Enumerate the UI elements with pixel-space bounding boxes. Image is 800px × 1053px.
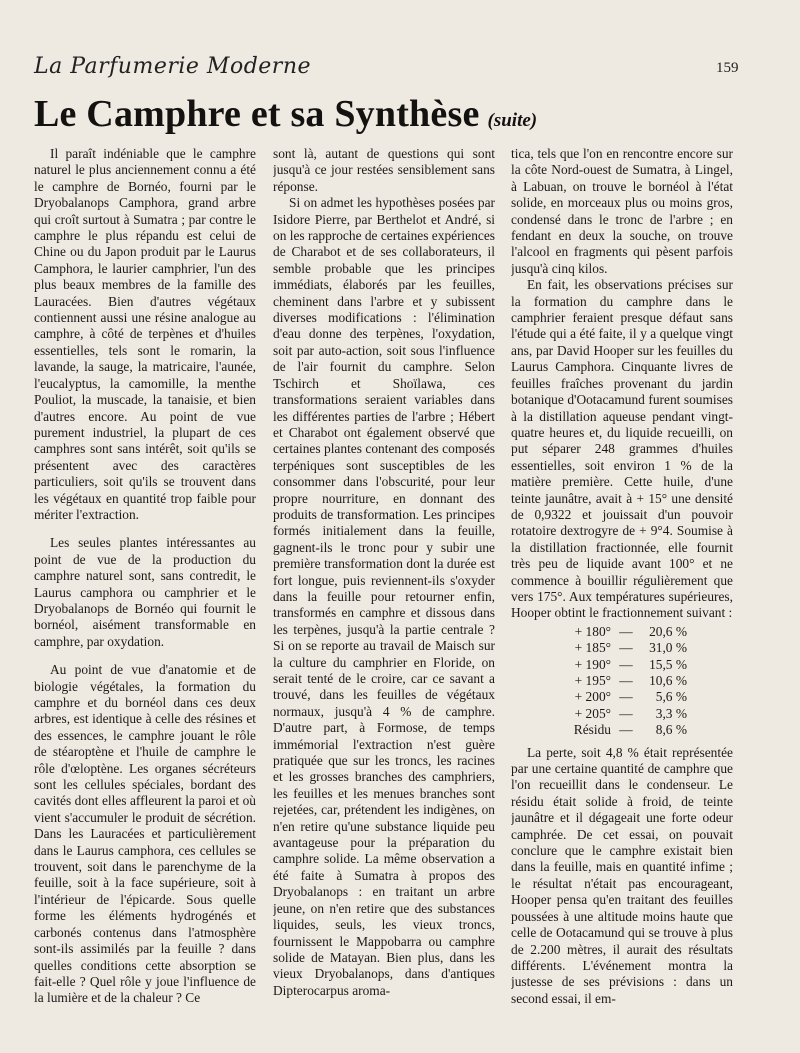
temperature-cell: + 180°: [574, 623, 611, 639]
article-title: Le Camphre et sa Synthèse: [34, 93, 480, 135]
article-title-row: [34, 92, 774, 138]
dash-cell: —: [619, 705, 633, 721]
fractionation-table: [565, 624, 687, 739]
dash-cell: —: [619, 722, 633, 738]
percent-cell: 20,6 %: [649, 623, 687, 639]
paragraph: En fait, les observations précises sur la formation du camphre dans le camphrier feraient presque défaut sans l'étude qui a été faite, il y a quelque vingt ans, par David Hooper sur les feuilles du Laurus Camphora. Cinquante livres de feuilles fraîches provenant du jardin botanique d'Ootacamund furent soumises à la distillation aqueuse pendant vingt-quatre heures et, du liquide recueilli, on put séparer 248 grammes d'huiles essentielles, soit environ 1 % de la matière première. Cette huile, d'une teinte jaunâtre, avait à + 15° une densité de 0,9322 et jouissait d'un pouvoir rotatoire dextrogyre de + 9°4. Soumise à la distillation fractionnée, elle fournit très peu de liquide avant 100° et ne commence à bouillir régulièrement que vers 175°. Aux températures supérieures, Hooper obtint le fractionnement suivant :: [511, 277, 733, 621]
percent-cell: 3,3 %: [655, 705, 687, 721]
percent-cell: 31,0 %: [649, 640, 687, 656]
dash-cell: —: [619, 673, 633, 688]
text-column-2: [273, 146, 495, 1036]
table-row: [565, 722, 687, 738]
paragraph: Il paraît indéniable que le camphre naturel le plus anciennement connu a été le camphre de Bornéo, fourni par le Dryobalanops Camphora, grand arbre qui croît surtout à Sumatra ; par contre le camphre le plus répandu est celui de Chine ou du Japon produit par le Laurus Camphora, le laurier camphrier, l'un des plus beaux membres de la famille des Lauracées. Bien d'autres végétaux contiennent aussi une résine analogue au camphre, à côté de terpènes et d'huiles essentielles, tels sont le romarin, la lavande, la sauge, la matricaire, l'aunée, l'eucalyptus, la camomille, la menthe Pouliot, la muscade, la tanaisie, et bien d'autres encore. Au point de vue purement industriel, la plupart de ces camphres sont sans intérêt, soit qu'ils se présentent avec des caractères particuliers, soit qu'ils se trouvent dans les végétaux en quantité trop faible pour mériter l'extraction.: [34, 146, 256, 522]
running-title: La Parfumerie Moderne: [34, 54, 312, 79]
temperature-cell: Résidu: [573, 722, 611, 738]
temperature-cell: + 195°: [574, 673, 611, 688]
temperature-cell: + 205°: [574, 705, 611, 721]
text-column-3: [511, 146, 733, 1036]
article-subtitle: (suite): [487, 110, 538, 131]
table-row: [565, 706, 687, 722]
paragraph: La perte, soit 4,8 % était représentée par une certaine quantité de camphre que l'on recueillit dans le condenseur. Le résidu était solide à froid, de teinte jaunâtre et il dégageait une forte odeur camphrée. De cet essai, on pouvait conclure que le camphre existait bien dans la feuille, mais en quantité infime ; le résultat n'était pas encourageant, Hooper pensa qu'en traitant des feuilles poussées à une altitude moins haute que celle de Ootacamund qui se trouve à plus de 2.200 mètres, il aurait des résultats différents. L'événement montra la justesse de ses prévisions : dans un second essai, il em-: [511, 744, 733, 1006]
table-row: [565, 624, 687, 640]
table-row: [565, 657, 687, 673]
dash-cell: —: [619, 640, 633, 656]
paragraph: Si on admet les hypothèses posées par Isidore Pierre, par Berthelot et André, si on les rapproche de certaines expériences de Charabot et de ses collaborateurs, il semble probable que les principes immédiats, élaborés par les feuilles, cheminent dans l'arbre et y subissent diverses modifications : l'élimination d'eau donne des terpènes, l'oxydation, soit par auto-action, soit sous l'influence de l'air fournit du camphre. Selon Tschirch et Shoïlawa, ces transformations seraient variables dans les différentes parties de l'arbre ; Hébert et Charabot ont également observé que certaines plantes contenant des composés terpéniques sont susceptibles de les consommer dans l'obscurité, pour leur propre nourriture, en donnant des produits de transformation. Les principes formés initialement dans la feuille, gagnent-ils le tronc pour y subir une première transformation dont la durée est fort longue, puis reviennent-ils s'oxyder dans la feuille pour retourner enfin, transformés en camphre et dissous dans les terpènes, jusqu'à la partie centrale ? Si on se reporte au travail de Maisch sur la culture du camphrier en Floride, on serait tenté de le croire, car ce savant a trouvé, dans les feuilles de végétaux normaux, jusqu'à 4 % de camphre. D'autre part, à Formose, de temps immémorial l'extraction n'est guère pratiquée que sur les troncs, les racines et les grosses branches des camphriers, les feuilles et les menues branches sont rejetées, car, prétendent les indigènes, on n'en retire qu'une substance liquide peu avantageuse pour la préparation du camphre solide. La même observation a été faite à Sumatra à propos des Dryobalanops : en traitant un arbre jeune, on n'en retire que des substances liquides, seuls, les vieux troncs, fournissent le Mappobarra ou camphre solide de Matayan. Bien plus, dans les vieux Dryobalanops, dans d'antiques Dipterocarpus aroma-: [273, 195, 495, 998]
temperature-cell: + 190°: [574, 656, 611, 672]
percent-cell: 15,5 %: [649, 656, 687, 672]
table-row: [565, 673, 687, 689]
temperature-cell: + 185°: [574, 640, 611, 656]
dash-cell: —: [619, 689, 633, 705]
paragraph: Les seules plantes intéressantes au point de vue de la production du camphre naturel sont, sans contredit, le Laurus camphora ou camphrier et le Dryobalanops de Bornéo qui fournit le bornéol, aisément transformable en camphre, par oxydation.: [34, 535, 256, 649]
text-column-1: [34, 146, 256, 1036]
dash-cell: —: [619, 656, 633, 672]
percent-cell: 10,6 %: [649, 673, 687, 688]
paragraph: Au point de vue d'anatomie et de biologie végétales, la formation du camphre et du bornéol dans ces deux arbres, est identique à celle des résines et des essences, le camphre jouant le rôle de stéaroptène et l'huile de camphre le rôle d'œloptène. Les organes sécréteurs sont les cellules spéciales, bordant des cavités dont elles affleurent la paroi et où vient s'accumuler le produit de sécrétion. Dans les Lauracées et particulièrement dans le Laurus camphora, ces cellules se trouvent, soit dans le parenchyme de la feuille, soit à la face supérieure, soit à l'intérieur de l'épicarde. Sous quelle forme les éléments hydrogénés et carbonés contenus dans l'atmosphère sont-ils assimilés par la feuille ? dans quelles conditions cette absorption se fait-elle ? Quel rôle y joue l'influence de la lumière et de la chaleur ? Ce: [34, 662, 256, 1006]
page-number: 159: [716, 60, 739, 76]
paragraph: sont là, autant de questions qui sont jusqu'à ce jour restées sensiblement sans réponse.: [273, 146, 495, 194]
percent-cell: 8,6 %: [655, 722, 687, 738]
paragraph: tica, tels que l'on en rencontre encore sur la côte Nord-ouest de Sumatra, à Lingel, à Labuan, on trouve le bornéol à l'état solide, en morceaux plus ou moins gros, condensé dans le tronc de l'arbre ; en fendant en deux la souche, on trouve l'alcool en fragments qui pèsent parfois jusqu'à cinq kilos.: [511, 146, 733, 276]
percent-cell: 5,6 %: [655, 689, 687, 705]
table-row: [565, 640, 687, 656]
temperature-cell: + 200°: [574, 689, 611, 705]
dash-cell: —: [619, 623, 633, 639]
table-row: [565, 689, 687, 705]
